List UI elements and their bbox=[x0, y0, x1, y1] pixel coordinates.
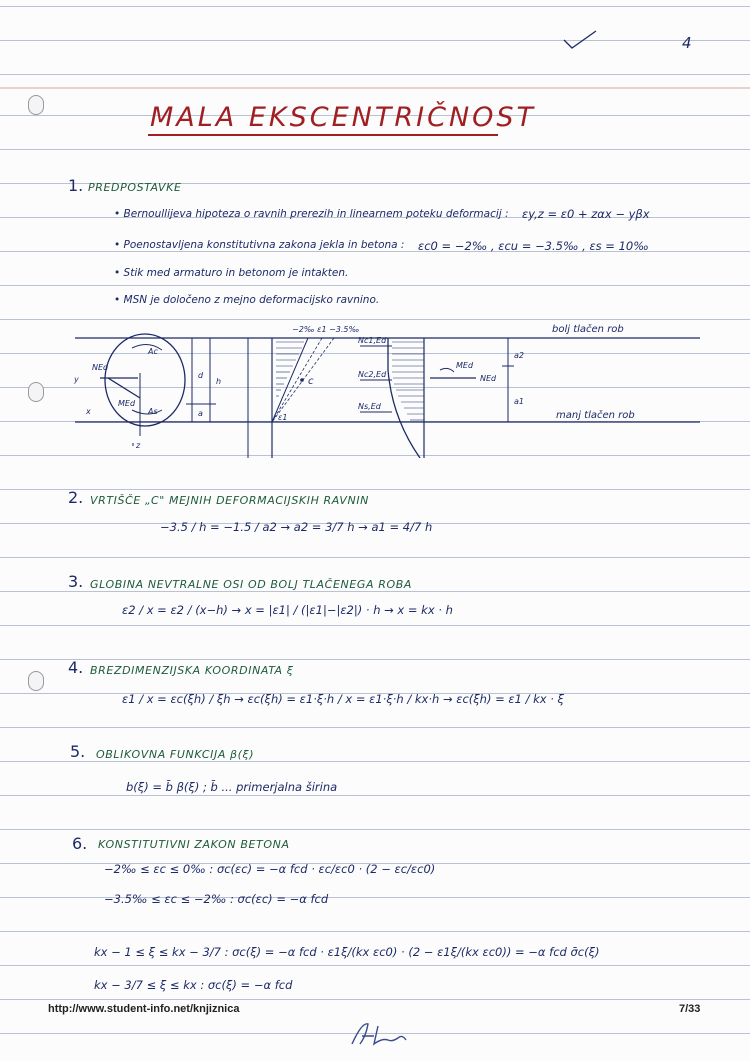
section-1-heading: PREDPOSTAVKE bbox=[88, 181, 182, 194]
section-4-equation: ε1 / x = εc(ξh) / ξh → εc(ξh) = ε1·ξ·h / x = ε1·ξ·h / kx·h → εc(ξh) = ε1 / kx · ξ bbox=[122, 692, 564, 706]
section-6-equation-3: kx − 1 ≤ ξ ≤ kx − 3/7 : σc(ξ) = −α fcd · ε1ξ/(kx εc0) · (2 − ε1ξ/(kx εc0)) = −α fcd σ̄c(ξ) bbox=[94, 945, 600, 959]
page-number: 4 bbox=[682, 34, 692, 52]
section-6-equation-2: −3.5‰ ≤ εc ≤ −2‰ : σc(εc) = −α fcd bbox=[104, 892, 329, 906]
section-6-equation-1: −2‰ ≤ εc ≤ 0‰ : σc(εc) = −α fcd · εc/εc0 · (2 − εc/εc0) bbox=[104, 862, 436, 876]
label-ned-left: NEd bbox=[92, 363, 109, 372]
bullet-1-text: Bernoullijeva hipoteza o ravnih prerezih in linearnem poteku deformacij : bbox=[123, 208, 509, 220]
top-edge-label: bolj tlačen rob bbox=[552, 324, 624, 335]
label-z: z bbox=[136, 441, 141, 450]
label-med-right: MEd bbox=[456, 361, 474, 370]
strain-hatching bbox=[276, 342, 304, 396]
bottom-edge-label: manj tlačen rob bbox=[556, 410, 635, 421]
binder-hole bbox=[28, 95, 44, 115]
section-3-number: 3. bbox=[68, 572, 84, 591]
bullet-4: • MSN je določeno z mejno deformacijsko ravnino. bbox=[114, 294, 380, 306]
section-3-heading: GLOBINA NEVTRALNE OSI OD BOLJ TLAČENEGA ROBA bbox=[90, 578, 412, 591]
bullet-3-text: Stik med armaturo in betonom je intakten. bbox=[123, 267, 349, 279]
label-x: x bbox=[86, 407, 91, 416]
label-ac: Ac bbox=[148, 347, 158, 356]
footer-url[interactable]: http://www.student-info.net/knjiznica bbox=[48, 1003, 240, 1015]
section-1-number: 1. bbox=[68, 176, 84, 195]
bullet-2-text: Poenostavljena konstitutivna zakona jekla in betona : bbox=[123, 239, 405, 251]
stress-hatching bbox=[392, 342, 424, 420]
x-axis-arrow bbox=[108, 378, 140, 398]
bullet-4-text: MSN je določeno z mejno deformacijsko ravnino. bbox=[123, 294, 380, 306]
cross-section-diagram bbox=[40, 318, 700, 458]
label-a: a bbox=[198, 409, 203, 418]
section-5-equation: b(ξ) = b̄ β(ξ) ; b̄ ... primerjalna širina bbox=[126, 780, 338, 794]
label-y: y bbox=[74, 375, 79, 384]
section-4-heading: BREZDIMENZIJSKA KOORDINATA ξ bbox=[90, 664, 294, 677]
section-2-number: 2. bbox=[68, 488, 84, 507]
stress-curve bbox=[388, 338, 420, 458]
label-ned-right: NEd bbox=[480, 374, 497, 383]
title-underline bbox=[148, 134, 498, 136]
bullet-2-equation: εc0 = −2‰ , εcu = −3.5‰ , εs = 10‰ bbox=[418, 239, 649, 253]
section-outline bbox=[105, 334, 185, 426]
footer-page-count: 7/33 bbox=[679, 1003, 701, 1015]
force-label-2: Nc2,Ed bbox=[358, 370, 387, 379]
bullet-3: • Stik med armaturo in betonom je intakten. bbox=[114, 267, 349, 279]
label-h: h bbox=[216, 377, 222, 386]
section-5-number: 5. bbox=[70, 742, 86, 761]
binder-hole bbox=[28, 671, 44, 691]
force-label-1: Nc1,Ed bbox=[358, 336, 387, 345]
bullet-1: • Bernoullijeva hipoteza o ravnih prerezih in linearnem poteku deformacij : bbox=[114, 208, 509, 220]
label-e1: ε1 bbox=[278, 413, 288, 422]
section-6-equation-4: kx − 3/7 ≤ ξ ≤ kx : σc(ξ) = −α fcd bbox=[94, 978, 293, 992]
bullet-2: • Poenostavljena konstitutivna zakona jekla in betona : bbox=[114, 239, 405, 251]
bullet-1-equation: εy,z = ε0 + zαx − yβx bbox=[522, 207, 650, 221]
force-label-3: Ns,Ed bbox=[358, 402, 381, 411]
label-med-left: MEd bbox=[118, 399, 136, 408]
label-d: d bbox=[198, 371, 204, 380]
section-4-number: 4. bbox=[68, 658, 84, 677]
label-a2: a2 bbox=[514, 351, 524, 360]
signature-logo bbox=[348, 1018, 418, 1050]
strain-labels: −2‰ ε1 −3.5‰ bbox=[292, 325, 360, 334]
label-a1: a1 bbox=[514, 397, 524, 406]
section-3-equation: ε2 / x = ε2 / (x−h) → x = |ε1| / (|ε1|−|ε2|) · h → x = kx · h bbox=[122, 603, 453, 617]
section-6-heading: KONSTITUTIVNI ZAKON BETONA bbox=[98, 838, 290, 851]
section-5-heading: OBLIKOVNA FUNKCIJA β(ξ) bbox=[96, 748, 255, 761]
section-6-number: 6. bbox=[72, 834, 88, 853]
check-mark-icon bbox=[560, 28, 600, 52]
pivot-label: c bbox=[308, 376, 314, 387]
label-as: As bbox=[148, 407, 158, 416]
pivot-c bbox=[300, 378, 304, 382]
section-2-heading: VRTIŠČE „C" MEJNIH DEFORMACIJSKIH RAVNIN bbox=[90, 494, 369, 507]
page-title: MALA EKSCENTRIČNOST bbox=[150, 102, 537, 133]
section-2-equation: −3.5 / h = −1.5 / a2 → a2 = 3/7 h → a1 = 4/7 h bbox=[160, 520, 433, 534]
